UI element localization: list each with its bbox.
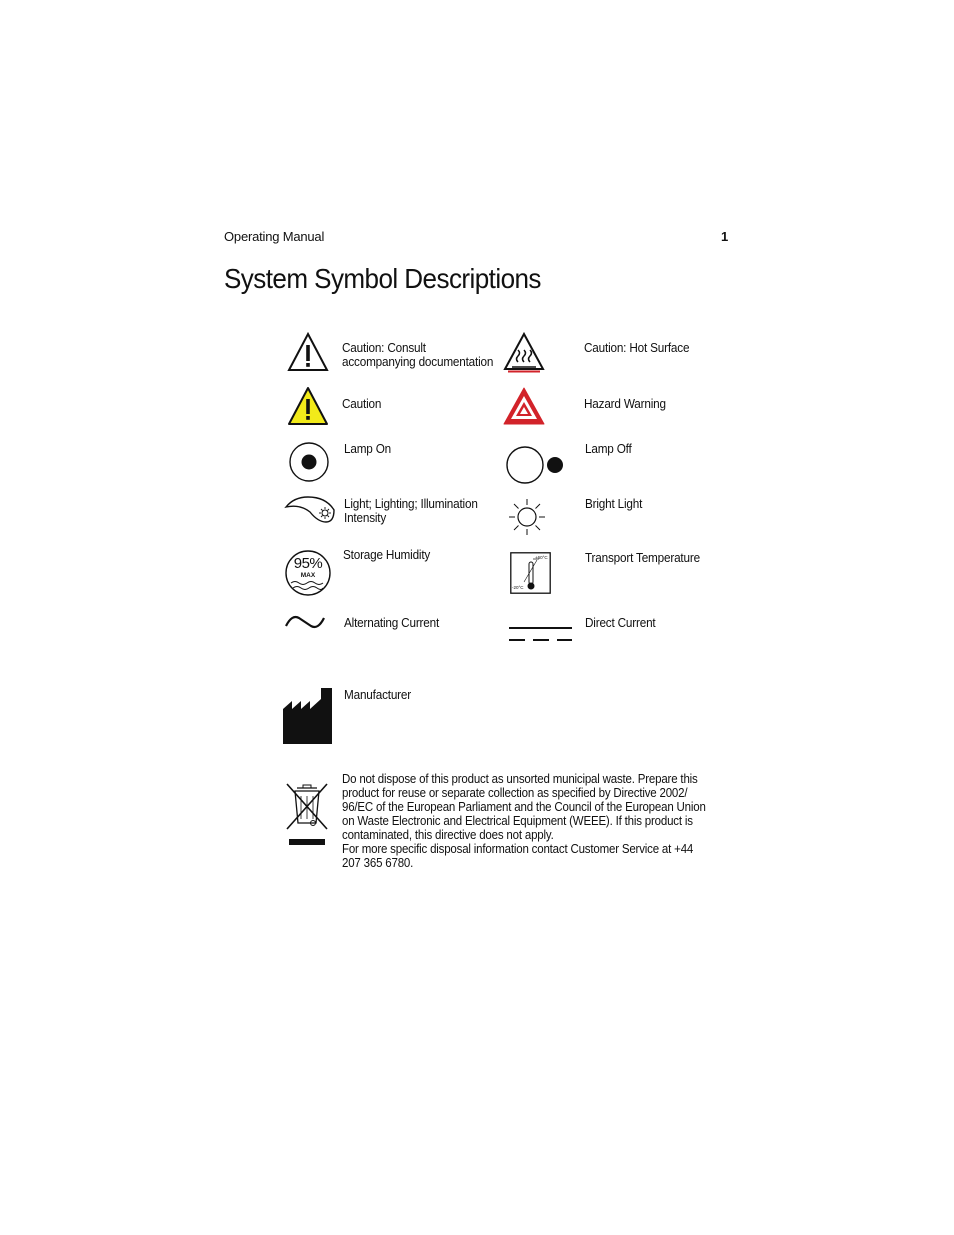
lamp-on-icon	[288, 441, 330, 483]
alternating-current-label: Alternating Current	[344, 616, 440, 630]
humidity-value: 95%	[293, 555, 323, 572]
hot-surface-label: Caution: Hot Surface	[584, 341, 690, 355]
direct-current-label: Direct Current	[585, 616, 656, 630]
lamp-off-label: Lamp Off	[585, 442, 632, 456]
weee-bin-icon	[284, 781, 330, 849]
temperature-low: -20°C	[512, 585, 524, 590]
warning-triangle-icon	[287, 331, 329, 373]
caution-label: Caution	[342, 397, 382, 411]
hazard-red-icon	[502, 386, 546, 426]
caution-consult-label: Caution: Consult accompanying documentation	[342, 341, 494, 369]
bright-light-label: Bright Light	[585, 497, 643, 511]
lamp-on-label: Lamp On	[344, 442, 392, 456]
hot-surface-icon	[502, 331, 546, 373]
manufacturer-label: Manufacturer	[344, 688, 411, 702]
hazard-warning-label: Hazard Warning	[584, 397, 666, 411]
illumination-label: Light; Lighting; Illumination Intensity	[344, 497, 478, 525]
storage-humidity-label: Storage Humidity	[343, 548, 431, 562]
humidity-icon	[284, 549, 332, 597]
header-manual-title: Operating Manual	[224, 229, 325, 244]
bright-light-icon	[507, 497, 547, 537]
factory-icon	[282, 687, 334, 745]
page-number: 1	[721, 229, 729, 244]
ac-icon	[284, 611, 326, 633]
weee-contact: For more specific disposal information contact Customer Service at +44 207 365 6780.	[342, 842, 694, 870]
transport-temperature-label: Transport Temperature	[585, 551, 700, 565]
temperature-high: +60°C	[535, 555, 548, 560]
weee-notice	[342, 772, 710, 870]
humidity-max: MAX	[300, 572, 316, 579]
temperature-icon	[510, 552, 551, 594]
lamp-off-icon	[506, 445, 566, 485]
page-title: System Symbol Descriptions	[224, 263, 541, 294]
dc-icon	[508, 624, 574, 644]
illumination-icon	[284, 494, 338, 526]
caution-yellow-icon	[287, 386, 329, 426]
weee-paragraph: Do not dispose of this product as unsorted municipal waste. Prepare this product for reuse or separate collection as specified by Directive 2002/ 96/EC of the European Parliament and the Council of the European Union on Waste Electronic and Electrical Equipment (WEEE). If this product is contaminated, this directive does not apply.	[342, 772, 706, 842]
